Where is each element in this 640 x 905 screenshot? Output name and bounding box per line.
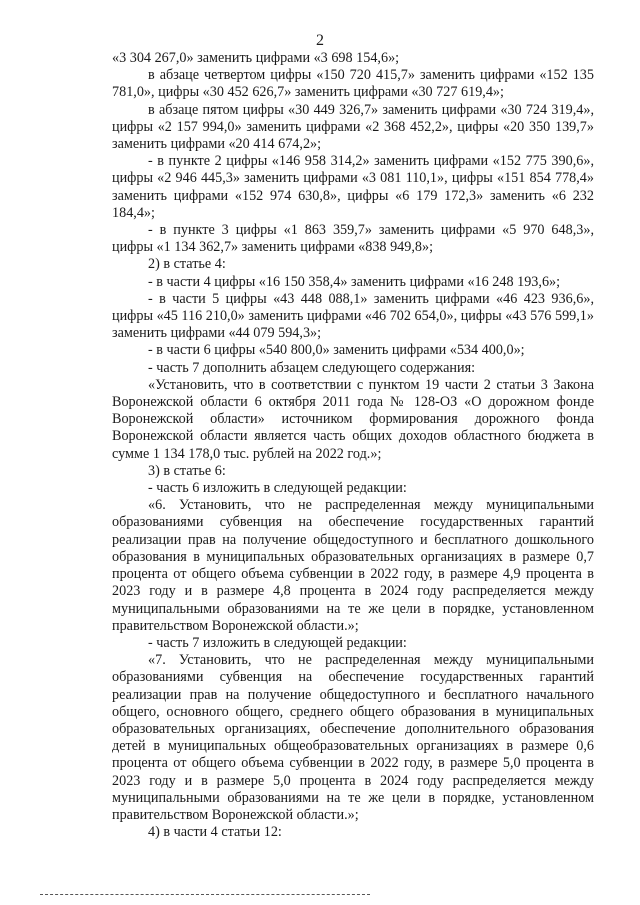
paragraph: - часть 7 изложить в следующей редакции: <box>148 634 407 651</box>
paragraph: в абзаце пятом цифры «30 449 326,7» заменить цифрами «30 724 319,4», цифры «2 157 994,0» заменить цифрами «2 368 452,2», цифры «20 350 139,7» заменить цифрами «20 414 674,2»; <box>112 101 594 153</box>
paragraph: 3) в статье 6: <box>148 462 226 479</box>
paragraph: 4) в части 4 статьи 12: <box>148 824 282 841</box>
page-number: 2 <box>316 32 324 49</box>
paragraph: «3 304 267,0» заменить цифрами «3 698 154,6»; <box>112 50 400 66</box>
paragraph: «6. Установить, что не распределенная между муниципальными образованиями субвенция на обеспечение государственных гарантий реализации прав на получение общедоступного и бесплатного дошкольного образования в муниципальных образовательных организациях в размере 0,7 процента от общего объема субвенции в 2022 году, в размере 4,9 процента в 2023 году и в размере 4,8 процента в 2024 году распределяется между муниципальными образованиями на те же цели в порядке, установленном правительством Воронежской области.»; <box>112 497 594 634</box>
paragraph: - в части 6 цифры «540 800,0» заменить цифрами «534 400,0»; <box>148 342 525 359</box>
footer-divider <box>40 894 370 895</box>
paragraph: «7. Установить, что не распределенная между муниципальными образованиями субвенция на обеспечение государственных гарантий реализации прав на получение общедоступного и бесплатного начального общего, основного общего, среднего общего образования в муниципальных образовательных организациях, обеспечение дополнительного образования детей в муниципальных общеобразовательных организациях в размере 0,6 процента от общего объема субвенции в 2022 году, в размере 5,0 процента в 2023 году и в размере 5,0 процента в 2024 году распределяется между муниципальными образованиями на те же цели в порядке, установленном правительством Воронежской области.»; <box>112 652 594 823</box>
paragraph: - в пункте 2 цифры «146 958 314,2» заменить цифрами «152 775 390,6», цифры «2 946 445,3» заменить цифрами «3 081 110,1», цифры «151 854 778,4» заменить цифрами «152 974 630,8», цифры «6 179 172,3» заменить «6 232 184,4»; <box>112 153 594 221</box>
paragraph: 2) в статье 4: <box>148 256 226 273</box>
paragraph: - часть 6 изложить в следующей редакции: <box>148 480 407 497</box>
document-body <box>112 50 594 841</box>
paragraph: - в части 5 цифры «43 448 088,1» заменить цифрами «46 423 936,6», цифры «45 116 210,0» заменить цифрами «46 702 654,0», цифры «43 576 599,1» заменить цифрами «44 079 594,3»; <box>112 290 594 342</box>
paragraph: - в части 4 цифры «16 150 358,4» заменить цифрами «16 248 193,6»; <box>148 273 561 290</box>
paragraph: «Установить, что в соответствии с пунктом 19 части 2 статьи 3 Закона Воронежской области 6 октября 2011 года № 128-ОЗ «О дорожном фонде Воронежской области» источником формирования дорожного фонда Воронежской области является часть общих доходов областного бюджета в сумме 1 134 178,0 тыс. рублей на 2022 год.»; <box>112 376 594 462</box>
paragraph: - часть 7 дополнить абзацем следующего содержания: <box>148 359 476 376</box>
paragraph: - в пункте 3 цифры «1 863 359,7» заменить цифрами «5 970 648,3», цифры «1 134 362,7» заменить цифрами «838 949,8»; <box>112 222 594 256</box>
paragraph: в абзаце четвертом цифры «150 720 415,7» заменить цифрами «152 135 781,0», цифры «30 452 626,7» заменить цифрами «30 727 619,4»; <box>112 67 594 101</box>
